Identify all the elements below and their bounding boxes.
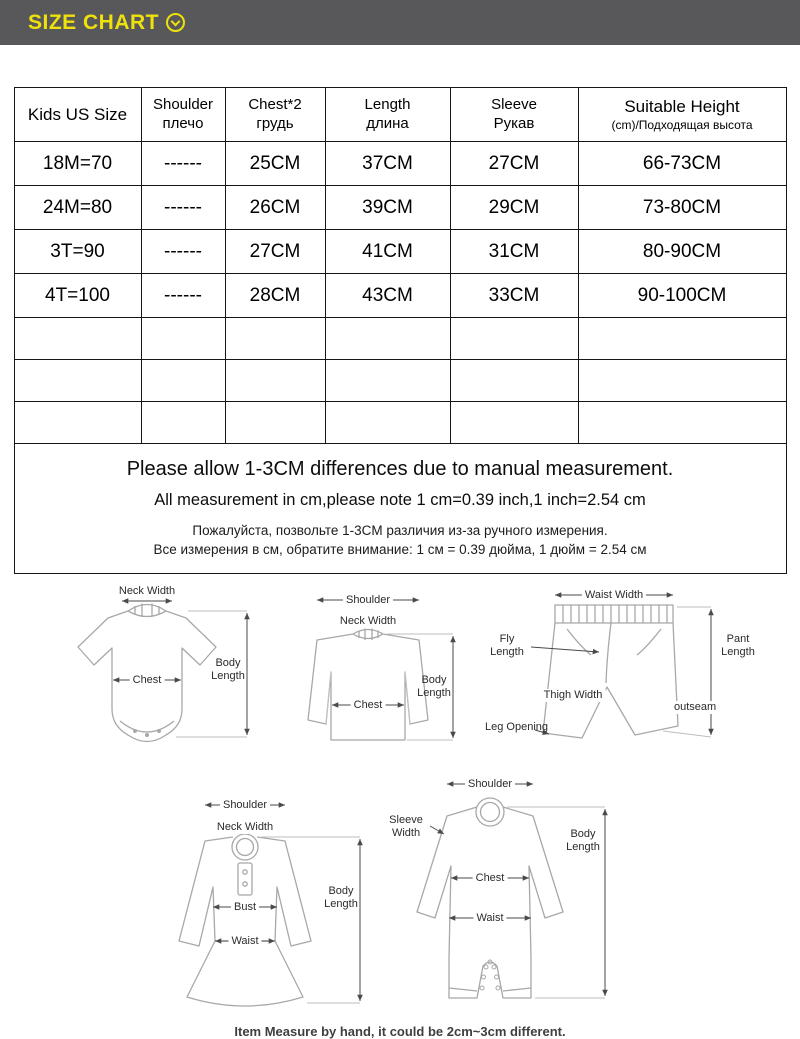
size-cell: 29CM <box>450 186 578 230</box>
size-cell: 80-90CM <box>578 230 786 274</box>
size-row <box>14 274 786 318</box>
size-cell: ------ <box>141 274 225 318</box>
size-cell: 37CM <box>325 142 450 186</box>
size-chart-title: SIZE CHART <box>28 10 159 34</box>
hand-measure-note: Item Measure by hand, it could be 2cm~3cm different. <box>234 1024 566 1039</box>
col-header-shoulder: Shoulder плечо <box>141 88 225 142</box>
bodysuit-diagram <box>42 585 272 770</box>
romper-drawing <box>383 770 623 1018</box>
pant-length-label: Pant Length <box>721 633 755 659</box>
size-cell: 27CM <box>225 230 325 274</box>
size-table <box>14 87 787 574</box>
size-cell <box>325 360 450 402</box>
bust-label: Bust <box>231 901 259 914</box>
measurement-diagrams <box>0 580 800 1018</box>
body-length-label: Body Length <box>417 674 451 700</box>
size-cell: 28CM <box>225 274 325 318</box>
size-cell: 27CM <box>450 142 578 186</box>
size-row-empty <box>14 402 786 444</box>
waist-label: Waist <box>473 912 506 925</box>
size-cell: 41CM <box>325 230 450 274</box>
body-length-label: Body Length <box>324 885 358 911</box>
thigh-width-label: Thigh Width <box>541 689 606 702</box>
note-line-ru-2: Все измерения в см, обратите внимание: 1 см = 0.39 дюйма, 1 дюйм = 2.54 см <box>153 542 647 557</box>
size-cell: 25CM <box>225 142 325 186</box>
size-row <box>14 142 786 186</box>
pants-diagram <box>485 585 765 760</box>
size-row-empty <box>14 360 786 402</box>
col-header-kids-us-size: Kids US Size <box>14 88 141 142</box>
shoulder-label: Shoulder <box>343 594 393 607</box>
size-cell: ------ <box>141 230 225 274</box>
size-cell <box>225 318 325 360</box>
size-cell: 24M=80 <box>14 186 141 230</box>
fly-length-label: Fly Length <box>490 633 524 659</box>
size-cell: 90-100CM <box>578 274 786 318</box>
size-row-empty <box>14 318 786 360</box>
size-cell <box>325 318 450 360</box>
size-cell: 43CM <box>325 274 450 318</box>
chest-label: Chest <box>351 699 386 712</box>
measurement-notes <box>14 444 786 574</box>
size-cell: ------ <box>141 186 225 230</box>
body-length-label: Body Length <box>211 657 245 683</box>
size-cell: 39CM <box>325 186 450 230</box>
neck-width-label: Neck Width <box>337 615 399 628</box>
size-row <box>14 230 786 274</box>
size-cell: ------ <box>141 142 225 186</box>
note-line-en-1: Please allow 1-3CM differences due to manual measurement. <box>126 458 674 480</box>
size-cell: 3T=90 <box>14 230 141 274</box>
chevron-down-icon <box>166 13 185 32</box>
size-cell: 33CM <box>450 274 578 318</box>
leg-opening-label: Leg Opening <box>485 721 548 733</box>
size-cell: 31CM <box>450 230 578 274</box>
neck-width-label: Neck Width <box>214 821 276 834</box>
dress-diagram <box>155 793 380 1018</box>
size-row <box>14 186 786 230</box>
note-line-ru-1: Пожалуйста, позвольте 1-3CM различия из-за ручного измерения. <box>192 523 608 538</box>
size-cell <box>225 402 325 444</box>
size-cell: 66-73CM <box>578 142 786 186</box>
waist-label: Waist <box>228 935 261 948</box>
chest-label: Chest <box>473 872 508 885</box>
size-cell <box>578 360 786 402</box>
size-cell <box>450 402 578 444</box>
size-cell <box>450 360 578 402</box>
size-cell <box>14 318 141 360</box>
size-chart-header-bar <box>0 0 800 45</box>
neck-width-label: Neck Width <box>118 585 176 597</box>
shoulder-label: Shoulder <box>465 778 515 791</box>
waist-width-label: Waist Width <box>582 589 646 602</box>
note-line-en-2: All measurement in cm,please note 1 cm=0.39 inch,1 inch=2.54 cm <box>154 491 646 509</box>
size-cell <box>141 318 225 360</box>
col-header-suitable-height: Suitable Height (cm)/Подходящая высота <box>578 88 786 142</box>
body-length-label: Body Length <box>566 828 600 854</box>
size-cell <box>578 402 786 444</box>
chest-label: Chest <box>130 674 165 687</box>
size-cell <box>14 360 141 402</box>
notes-row <box>14 444 786 574</box>
outseam-label: outseam <box>671 701 719 714</box>
col-header-sleeve: Sleeve Рукав <box>450 88 578 142</box>
size-cell <box>325 402 450 444</box>
size-cell <box>578 318 786 360</box>
size-cell: 4T=100 <box>14 274 141 318</box>
col-header-length: Length длина <box>325 88 450 142</box>
size-cell <box>450 318 578 360</box>
shoulder-label: Shoulder <box>220 799 270 812</box>
size-cell <box>225 360 325 402</box>
size-cell: 18M=70 <box>14 142 141 186</box>
col-header-chest: Chest*2 грудь <box>225 88 325 142</box>
size-cell <box>141 402 225 444</box>
size-table-header-row <box>14 88 786 142</box>
tee-diagram <box>295 588 480 763</box>
romper-diagram <box>383 770 623 1018</box>
sleeve-width-label: Sleeve Width <box>389 814 423 840</box>
size-cell: 73-80CM <box>578 186 786 230</box>
romper-dimension-arrows <box>430 784 605 996</box>
size-cell: 26CM <box>225 186 325 230</box>
size-cell <box>141 360 225 402</box>
size-cell <box>14 402 141 444</box>
